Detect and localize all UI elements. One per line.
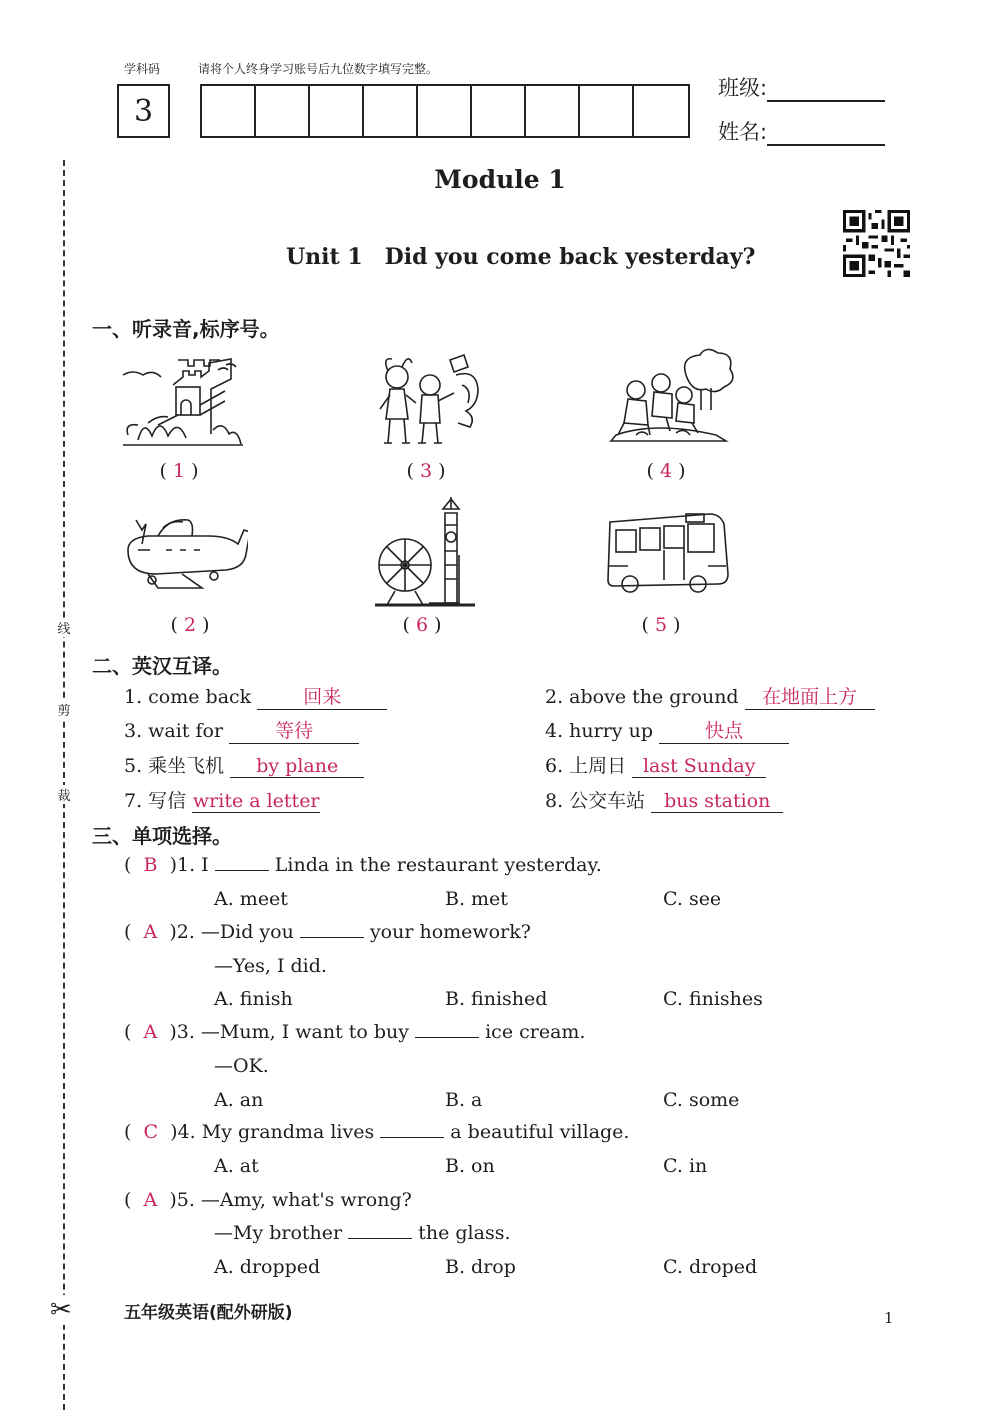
option[interactable]: A. meet	[214, 888, 288, 910]
vocab-answer[interactable]: last Sunday	[632, 755, 766, 778]
question	[124, 1189, 412, 1211]
digit-box[interactable]	[364, 86, 418, 136]
vocab-item	[545, 751, 766, 778]
vocab-answer[interactable]: 回来	[257, 682, 387, 710]
account-digit-boxes[interactable]	[200, 84, 690, 138]
option[interactable]: A. an	[214, 1089, 264, 1111]
option[interactable]: A. dropped	[214, 1256, 321, 1278]
question-response	[214, 1222, 510, 1244]
class-line[interactable]	[767, 80, 885, 102]
blank[interactable]	[215, 870, 269, 871]
question-number: )4.	[170, 1121, 196, 1143]
blank[interactable]	[300, 937, 364, 938]
vocab-answer[interactable]: by plane	[230, 755, 364, 778]
scissors-icon: ✂	[50, 1295, 72, 1325]
option[interactable]: A. finish	[214, 988, 293, 1010]
answer-value: A	[143, 921, 158, 943]
digit-box[interactable]	[418, 86, 472, 136]
class-label: 班级:	[718, 76, 768, 100]
subject-code-label: 学科码	[124, 62, 161, 76]
question-text: —Mum, I want to buy	[200, 1021, 410, 1043]
vocab-item	[124, 786, 320, 813]
question-response: —Yes, I did.	[214, 955, 327, 977]
question-text: My grandma lives	[201, 1121, 375, 1143]
digit-box[interactable]	[526, 86, 580, 136]
children-icon	[362, 345, 492, 455]
vocab-item	[124, 682, 387, 710]
answer-value: A	[143, 1021, 158, 1043]
question-text: a beautiful village.	[450, 1121, 630, 1143]
answer-paren[interactable]: ( A	[124, 921, 158, 943]
answer-value: 6	[415, 614, 429, 636]
page-number: 1	[884, 1309, 894, 1327]
id-hint: 请将个人终身学习账号后九位数字填写完整。	[198, 62, 439, 76]
question-number: )2.	[169, 921, 195, 943]
blank[interactable]	[380, 1137, 444, 1138]
vocab-prompt: 8. 公交车站	[545, 790, 646, 812]
answer-paren[interactable]: ( C	[124, 1121, 159, 1143]
class-field[interactable]	[718, 72, 885, 102]
option[interactable]: B. met	[445, 888, 508, 910]
cut-char: 裁	[54, 785, 74, 804]
section-heading: 三、单项选择。	[92, 824, 232, 848]
answer-value: 2	[183, 614, 197, 636]
unit-title: Unit 1 Did you come back yesterday?	[286, 244, 756, 270]
question-text: ice cream.	[485, 1021, 586, 1043]
vocab-answer[interactable]: 在地面上方	[745, 682, 875, 710]
digit-box[interactable]	[256, 86, 310, 136]
option[interactable]: C. some	[663, 1089, 740, 1111]
answer-paren[interactable]: ( 3 )	[406, 460, 446, 482]
answer-paren[interactable]: ( 5 )	[641, 614, 681, 636]
answer-paren[interactable]: ( A	[124, 1189, 158, 1211]
airplane-icon	[118, 500, 248, 610]
option[interactable]: C. finishes	[663, 988, 763, 1010]
vocab-prompt: 2. above the ground	[545, 686, 739, 708]
vocab-item	[545, 682, 875, 710]
vocab-item	[124, 751, 364, 778]
digit-box[interactable]	[472, 86, 526, 136]
answer-paren[interactable]: ( 2 )	[170, 614, 210, 636]
question-text: —My brother	[214, 1222, 343, 1244]
option[interactable]: B. on	[445, 1155, 495, 1177]
module-title: Module 1	[434, 165, 566, 194]
section-heading: 一、听录音,标序号。	[92, 317, 280, 341]
answer-value: C	[143, 1121, 159, 1143]
blank[interactable]	[415, 1037, 479, 1038]
answer-value: A	[143, 1189, 158, 1211]
picnic-icon	[606, 345, 736, 455]
option[interactable]: B. drop	[445, 1256, 516, 1278]
vocab-prompt: 6. 上周日	[545, 755, 627, 777]
question-text: —Did you	[200, 921, 294, 943]
answer-value: 4	[659, 460, 673, 482]
name-field[interactable]	[718, 116, 885, 146]
vocab-answer[interactable]: 快点	[659, 716, 789, 744]
question-text: —Amy, what's wrong?	[200, 1189, 412, 1211]
question	[124, 1021, 585, 1043]
question-response: —OK.	[214, 1055, 269, 1077]
answer-paren[interactable]: ( 4 )	[646, 460, 686, 482]
blank[interactable]	[348, 1238, 412, 1239]
great-wall-icon	[118, 345, 248, 455]
digit-box[interactable]	[580, 86, 634, 136]
vocab-item	[124, 716, 359, 744]
digit-box[interactable]	[310, 86, 364, 136]
vocab-prompt: 7. 写信	[124, 790, 187, 812]
cut-char: 线	[54, 618, 74, 637]
question-text: your homework?	[369, 921, 531, 943]
option[interactable]: B. a	[445, 1089, 483, 1111]
question-text: the glass.	[418, 1222, 511, 1244]
bus-icon	[604, 500, 734, 610]
question-number: )5.	[169, 1189, 195, 1211]
question-number: )1.	[169, 854, 196, 876]
subject-code-box	[117, 84, 170, 138]
question	[124, 921, 531, 943]
question-number: )3.	[169, 1021, 195, 1043]
answer-paren[interactable]: ( B	[124, 854, 158, 876]
vocab-prompt: 1. come back	[124, 686, 252, 708]
vocab-answer[interactable]: 等待	[229, 716, 359, 744]
answer-value: B	[143, 854, 158, 876]
name-line[interactable]	[767, 124, 885, 146]
answer-value: 5	[654, 614, 668, 636]
option[interactable]: C. in	[663, 1155, 708, 1177]
vocab-answer[interactable]: bus station	[651, 790, 783, 813]
answer-value: 3	[419, 460, 433, 482]
answer-paren[interactable]: ( 1 )	[159, 460, 199, 482]
vocab-item	[545, 716, 789, 744]
vocab-prompt: 3. wait for	[124, 720, 224, 742]
option[interactable]: C. see	[663, 888, 722, 910]
option[interactable]: A. at	[214, 1155, 259, 1177]
question-text: Linda in the restaurant yesterday.	[274, 854, 602, 876]
book-title: 五年级英语(配外研版)	[124, 1303, 293, 1323]
answer-paren[interactable]: ( A	[124, 1021, 158, 1043]
answer-paren[interactable]: ( 6 )	[402, 614, 442, 636]
vocab-item	[545, 786, 783, 813]
subject-code: 3	[133, 93, 154, 129]
section-heading: 二、英汉互译。	[92, 654, 232, 678]
vocab-prompt: 4. hurry up	[545, 720, 653, 742]
question	[124, 854, 602, 876]
question-text: I	[201, 854, 209, 876]
vocab-answer[interactable]: write a letter	[192, 790, 320, 812]
question	[124, 1121, 629, 1143]
big-ben-icon	[375, 495, 505, 610]
answer-value: 1	[172, 460, 186, 482]
option[interactable]: C. droped	[663, 1256, 758, 1278]
digit-box[interactable]	[634, 86, 688, 136]
option[interactable]: B. finished	[445, 988, 548, 1010]
name-label: 姓名:	[718, 120, 768, 144]
cut-char: 剪	[54, 700, 74, 719]
vocab-prompt: 5. 乘坐飞机	[124, 755, 225, 777]
qr-code-icon[interactable]	[843, 210, 910, 277]
digit-box[interactable]	[202, 86, 256, 136]
